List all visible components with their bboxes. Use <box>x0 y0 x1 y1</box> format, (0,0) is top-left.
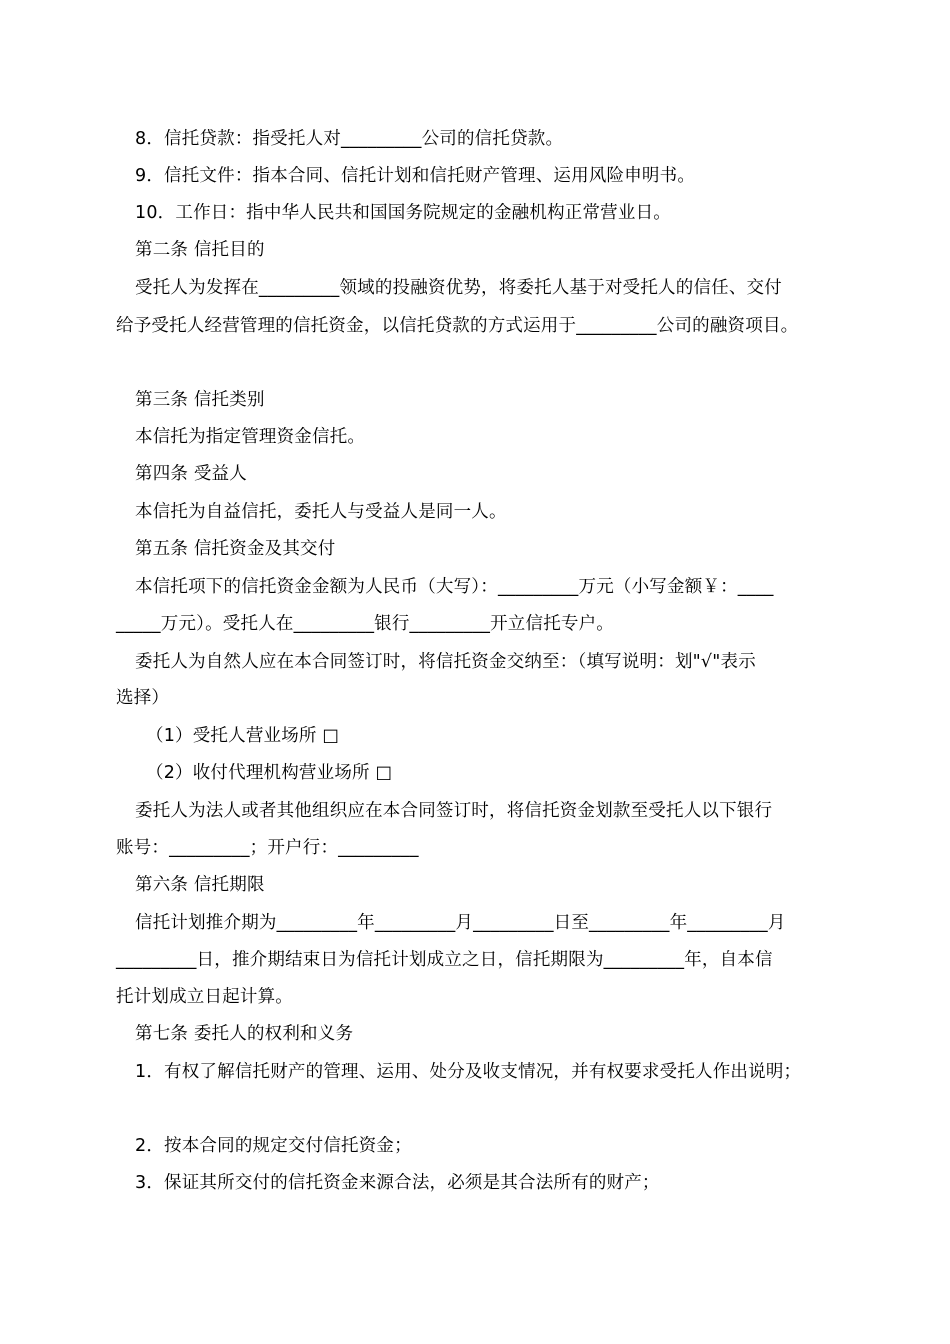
definition-item-8: 8．信托贷款：指受托人对_________公司的信托贷款。 <box>135 129 564 149</box>
article-5-natural-person-line-2: 选择） <box>116 688 170 708</box>
article-5-amount-line-2: _____万元）。受托人在_________银行_________开立信托专户。 <box>116 614 614 634</box>
article-7-item-2: 2．按本合同的规定交付信托资金； <box>135 1136 412 1156</box>
article-7-item-3: 3．保证其所交付的信托资金来源合法，必须是其合法所有的财产； <box>135 1173 660 1193</box>
definition-item-10: 10．工作日：指中华人民共和国国务院规定的金融机构正常营业日。 <box>135 203 671 223</box>
article-2-paragraph-line-2: 给予受托人经营管理的信托资金，以信托贷款的方式运用于_________公司的融资项目。 <box>116 316 799 336</box>
option-trustee-premises: （1）受托人营业场所 □ <box>146 726 340 746</box>
article-4-paragraph: 本信托为自益信托，委托人与受益人是同一人。 <box>135 502 507 522</box>
definition-item-9: 9．信托文件：指本合同、信托计划和信托财产管理、运用风险申明书。 <box>135 166 696 186</box>
article-5-amount-line-1: 本信托项下的信托资金金额为人民币（大写）：_________万元（小写金额￥：____ <box>135 577 774 597</box>
article-4-heading: 第四条 受益人 <box>135 464 247 484</box>
article-5-heading: 第五条 信托资金及其交付 <box>135 539 336 559</box>
article-5-natural-person-line-1: 委托人为自然人应在本合同签订时，将信托资金交纳至：（填写说明：划"√"表示 <box>135 652 756 672</box>
article-7-heading: 第七条 委托人的权利和义务 <box>135 1024 354 1044</box>
article-3-paragraph: 本信托为指定管理资金信托。 <box>135 427 366 447</box>
article-2-heading: 第二条 信托目的 <box>135 240 265 260</box>
article-6-paragraph-line-3: 托计划成立日起计算。 <box>116 987 293 1007</box>
article-6-heading: 第六条 信托期限 <box>135 875 265 895</box>
article-6-paragraph-line-2: _________日，推介期结束日为信托计划成立之日，信托期限为_________年，自本信 <box>116 950 773 970</box>
article-2-paragraph-line-1: 受托人为发挥在_________领域的投融资优势，将委托人基于对受托人的信任、交付 <box>135 278 782 298</box>
article-5-legal-person-line-2: 账号：_________；开户行：_________ <box>116 838 419 858</box>
article-3-heading: 第三条 信托类别 <box>135 390 265 410</box>
article-6-paragraph-line-1: 信托计划推介期为_________年_________月_________日至_________年_________月 <box>135 913 786 933</box>
article-7-item-1: 1．有权了解信托财产的管理、运用、处分及收支情况，并有权要求受托人作出说明； <box>135 1062 802 1082</box>
article-5-legal-person-line-1: 委托人为法人或者其他组织应在本合同签订时，将信托资金划款至受托人以下银行 <box>135 801 773 821</box>
option-agent-premises: （2）收付代理机构营业场所 □ <box>146 763 393 783</box>
